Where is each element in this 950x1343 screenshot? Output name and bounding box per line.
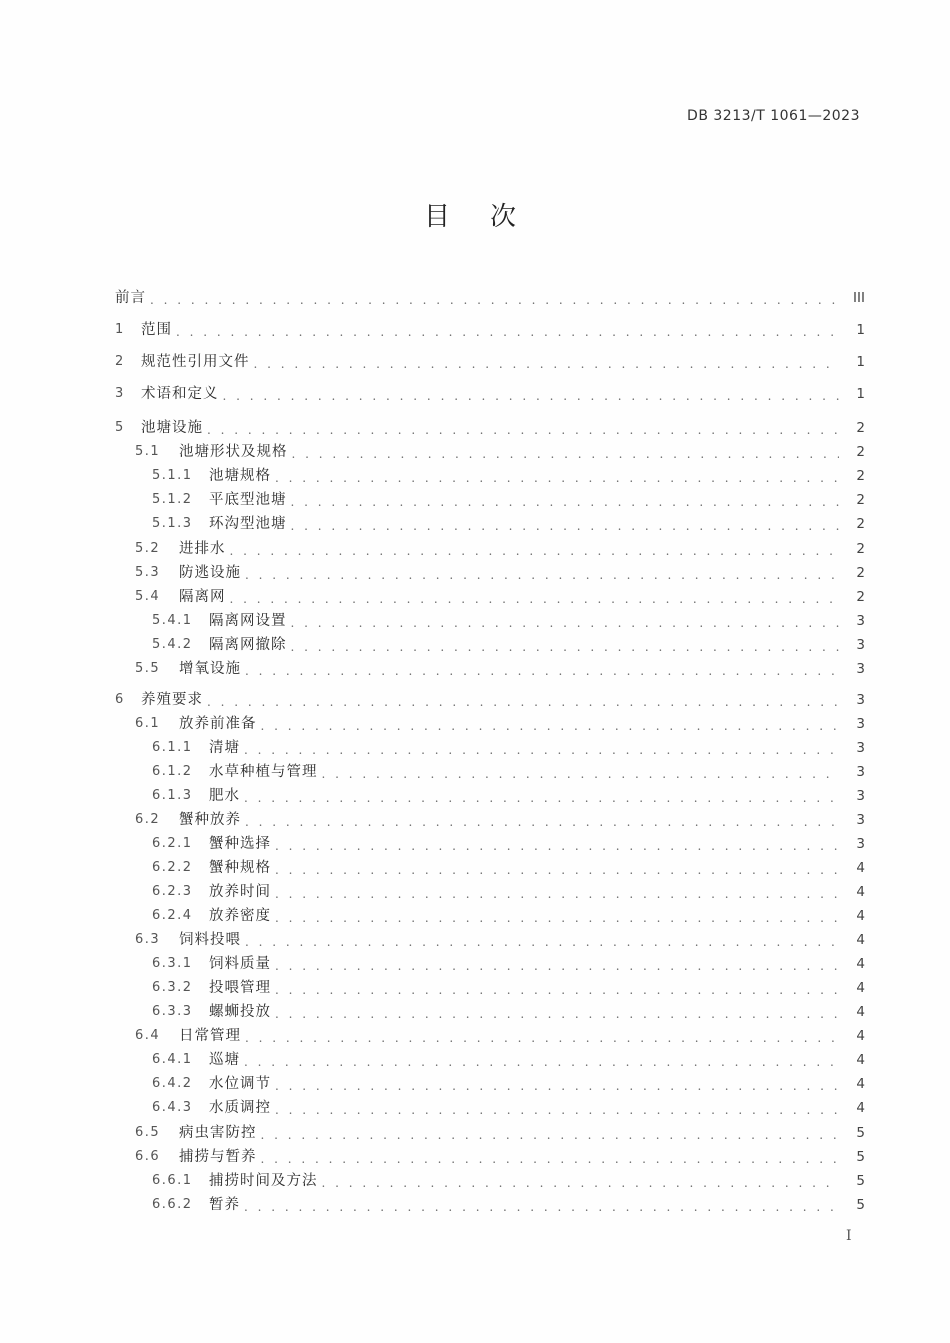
toc-dot-leader: [244, 742, 839, 758]
toc-dot-leader: [245, 1030, 839, 1046]
toc-dot-leader: [150, 292, 839, 308]
toc-entry-number: 1: [115, 322, 125, 337]
toc-entry-number: 6.2.3: [152, 884, 193, 899]
toc-entry-title: 放养密度: [209, 908, 271, 924]
toc-entry-page: 5: [856, 1125, 865, 1141]
toc-entry-page: 4: [856, 1028, 865, 1044]
toc-entry-title: 水质调控: [209, 1100, 271, 1116]
toc-dot-leader: [230, 591, 840, 607]
toc-entry-title: 肥水: [209, 788, 240, 804]
toc-dot-leader: [207, 422, 839, 438]
toc-entry-number: 6.4.1: [152, 1052, 193, 1067]
toc-entry-page: 4: [856, 980, 865, 996]
toc-entry-number: 5.5: [135, 661, 161, 676]
toc-entry-number: 6.4.3: [152, 1100, 193, 1115]
toc-entry-page: 3: [856, 613, 865, 629]
toc-entry-number: 5.4: [135, 589, 161, 604]
toc-entry-title: 蟹种放养: [179, 812, 241, 828]
toc-entry-number: 6.4: [135, 1028, 161, 1043]
toc-entry[interactable]: [115, 318, 865, 340]
toc-entry[interactable]: [115, 760, 865, 782]
toc-entry-number: 5.4.1: [152, 613, 193, 628]
toc-dot-leader: [261, 1127, 840, 1143]
toc-entry-number: 6.1.1: [152, 740, 193, 755]
toc-entry-page: 3: [856, 637, 865, 653]
toc-dot-leader: [244, 790, 839, 806]
toc-entry[interactable]: [115, 585, 865, 607]
toc-dot-leader: [230, 543, 840, 559]
toc-entry-title: 饲料投喂: [179, 932, 241, 948]
toc-dot-leader: [244, 1054, 839, 1070]
toc-entry-title: 池塘规格: [209, 468, 271, 484]
toc-entry[interactable]: [115, 1096, 865, 1118]
toc-entry-page: 3: [856, 740, 865, 756]
toc-dot-leader: [275, 1078, 839, 1094]
toc-entry-title: 巡塘: [209, 1052, 240, 1068]
toc-entry[interactable]: [115, 464, 865, 486]
toc-entry-title: 放养时间: [209, 884, 271, 900]
toc-entry-title: 隔离网设置: [209, 613, 287, 629]
toc-entry-page: 2: [856, 516, 865, 532]
toc-entry-number: 6.2.2: [152, 860, 193, 875]
toc-entry[interactable]: [115, 488, 865, 510]
toc-entry-page: 2: [856, 565, 865, 581]
toc-entry-title: 隔离网撤除: [209, 637, 287, 653]
toc-entry-page: 5: [856, 1197, 865, 1213]
toc-entry-number: 6.6: [135, 1149, 161, 1164]
toc-entry-number: 5.1.2: [152, 492, 193, 507]
toc-entry[interactable]: [115, 633, 865, 655]
toc-entry-number: 6.1.2: [152, 764, 193, 779]
toc-entry-number: 6: [115, 692, 125, 707]
toc-entry-number: 5.1.3: [152, 516, 193, 531]
toc-entry-number: 6.5: [135, 1125, 161, 1140]
toc-entry-number: 3: [115, 386, 125, 401]
toc-entry-number: 6.1.3: [152, 788, 193, 803]
toc-entry[interactable]: [115, 952, 865, 974]
toc-dot-leader: [275, 910, 839, 926]
toc-dot-leader: [254, 356, 840, 372]
toc-entry[interactable]: [115, 512, 865, 534]
toc-entry-page: 5: [856, 1149, 865, 1165]
toc-dot-leader: [245, 934, 839, 950]
toc-entry[interactable]: [115, 832, 865, 854]
page-title: 目次: [423, 202, 556, 232]
toc-entry-page: 1: [856, 354, 865, 370]
toc-entry-page: 3: [856, 836, 865, 852]
toc-entry-number: 6.1: [135, 716, 161, 731]
toc-entry-number: 6.3: [135, 932, 161, 947]
toc-entry-title: 隔离网: [179, 589, 226, 605]
toc-entry[interactable]: [115, 1121, 865, 1143]
toc-entry[interactable]: [115, 688, 865, 710]
toc-entry-page: 2: [856, 444, 865, 460]
toc-entry[interactable]: [115, 1024, 865, 1046]
toc-entry-page: III: [853, 290, 865, 306]
toc-entry-title: 捕捞与暂养: [179, 1149, 257, 1165]
toc-entry[interactable]: [115, 537, 865, 559]
toc-entry-page: 3: [856, 716, 865, 732]
toc-entry-title: 蟹种选择: [209, 836, 271, 852]
toc-entry[interactable]: [115, 784, 865, 806]
toc-entry-number: 6.4.2: [152, 1076, 193, 1091]
toc-entry-title: 放养前准备: [179, 716, 257, 732]
toc-dot-leader: [261, 718, 840, 734]
toc-entry-title: 水草种植与管理: [209, 764, 318, 780]
toc-entry-number: 6.2: [135, 812, 161, 827]
toc-entry-title: 术语和定义: [141, 386, 219, 402]
toc-entry[interactable]: [115, 1145, 865, 1167]
toc-dot-leader: [176, 324, 839, 340]
toc-entry[interactable]: [115, 350, 865, 372]
toc-dot-leader: [291, 639, 840, 655]
toc-entry-title: 池塘设施: [141, 420, 203, 436]
toc-entry-page: 3: [856, 812, 865, 828]
toc-dot-leader: [275, 862, 839, 878]
toc-entry-number: 5: [115, 420, 125, 435]
toc-entry-number: 6.6.1: [152, 1173, 193, 1188]
toc-entry[interactable]: [115, 808, 865, 830]
toc-entry[interactable]: [115, 657, 865, 679]
toc-entry-page: 4: [856, 1004, 865, 1020]
toc-entry-page: 5: [856, 1173, 865, 1189]
toc-entry-page: 3: [856, 692, 865, 708]
toc-entry-page: 3: [856, 764, 865, 780]
toc-entry[interactable]: [115, 1072, 865, 1094]
toc-entry-title: 平底型池塘: [209, 492, 287, 508]
toc-entry-number: 6.3.2: [152, 980, 193, 995]
toc-entry-page: 4: [856, 908, 865, 924]
toc-entry-page: 4: [856, 1052, 865, 1068]
toc-entry-number: 5.3: [135, 565, 161, 580]
toc-dot-leader: [322, 1175, 840, 1191]
toc-entry-title: 清塘: [209, 740, 240, 756]
toc-entry-title: 螺蛳投放: [209, 1004, 271, 1020]
toc-entry-number: 6.2.4: [152, 908, 193, 923]
toc-entry[interactable]: [115, 1048, 865, 1070]
toc-entry-page: 4: [856, 932, 865, 948]
toc-entry-page: 4: [856, 1076, 865, 1092]
toc-entry-page: 2: [856, 541, 865, 557]
toc-entry-page: 2: [856, 589, 865, 605]
document-code: DB 3213/T 1061—2023: [687, 108, 860, 124]
toc-dot-leader: [245, 663, 839, 679]
toc-entry-title: 池塘形状及规格: [179, 444, 288, 460]
toc-entry[interactable]: [115, 904, 865, 926]
toc-entry-number: 6.3.3: [152, 1004, 193, 1019]
toc-dot-leader: [223, 388, 840, 404]
toc-entry-title: 增氧设施: [179, 661, 241, 677]
toc-entry-title: 进排水: [179, 541, 226, 557]
toc-entry[interactable]: [115, 976, 865, 998]
toc-entry[interactable]: [115, 856, 865, 878]
page-number: I: [846, 1228, 852, 1244]
toc-entry-title: 捕捞时间及方法: [209, 1173, 318, 1189]
toc-dot-leader: [275, 470, 839, 486]
toc-entry[interactable]: [115, 382, 865, 404]
toc-entry-page: 3: [856, 788, 865, 804]
toc-dot-leader: [275, 886, 839, 902]
toc-entry-number: 6.6.2: [152, 1197, 193, 1212]
toc-entry-number: 5.1.1: [152, 468, 193, 483]
toc-entry-page: 2: [856, 492, 865, 508]
toc-dot-leader: [322, 766, 840, 782]
toc-entry[interactable]: [115, 736, 865, 758]
toc-entry-number: 6.2.1: [152, 836, 193, 851]
toc-entry-number: 5.1: [135, 444, 161, 459]
toc-entry-title: 饲料质量: [209, 956, 271, 972]
toc-entry-number: 5.2: [135, 541, 161, 556]
toc-entry-page: 3: [856, 661, 865, 677]
toc-entry-page: 2: [856, 468, 865, 484]
toc-entry-title: 病虫害防控: [179, 1125, 257, 1141]
toc-entry-title: 养殖要求: [141, 692, 203, 708]
toc-dot-leader: [275, 1102, 839, 1118]
toc-dot-leader: [275, 982, 839, 998]
toc-entry-title: 环沟型池塘: [209, 516, 287, 532]
toc-entry-title: 日常管理: [179, 1028, 241, 1044]
toc-dot-leader: [275, 1006, 839, 1022]
toc-entry-page: 1: [856, 322, 865, 338]
toc-dot-leader: [275, 958, 839, 974]
toc-entry-number: 6.3.1: [152, 956, 193, 971]
toc-dot-leader: [291, 615, 840, 631]
toc-entry-title: 范围: [141, 322, 172, 338]
toc-entry[interactable]: [115, 1193, 865, 1215]
toc-entry-number: 5.4.2: [152, 637, 193, 652]
toc-entry-title: 水位调节: [209, 1076, 271, 1092]
toc-entry-page: 4: [856, 956, 865, 972]
toc-entry-page: 1: [856, 386, 865, 402]
toc-entry-title: 投喂管理: [209, 980, 271, 996]
toc-entry-page: 4: [856, 884, 865, 900]
toc-entry[interactable]: [115, 1000, 865, 1022]
toc-dot-leader: [245, 567, 839, 583]
toc-entry-page: 2: [856, 420, 865, 436]
toc-entry-page: 4: [856, 860, 865, 876]
toc-entry-number: 2: [115, 354, 125, 369]
toc-dot-leader: [245, 814, 839, 830]
toc-entry-title: 防逃设施: [179, 565, 241, 581]
toc-entry[interactable]: [115, 440, 865, 462]
toc-dot-leader: [292, 446, 840, 462]
toc-entry[interactable]: [115, 928, 865, 950]
toc-entry-title: 蟹种规格: [209, 860, 271, 876]
toc-dot-leader: [261, 1151, 840, 1167]
toc-entry[interactable]: [115, 286, 865, 308]
toc-entry[interactable]: [115, 416, 865, 438]
toc-entry[interactable]: [115, 880, 865, 902]
toc-dot-leader: [291, 518, 840, 534]
toc-entry[interactable]: [115, 561, 865, 583]
toc-dot-leader: [244, 1199, 839, 1215]
toc-dot-leader: [291, 494, 840, 510]
toc-entry-page: 4: [856, 1100, 865, 1116]
toc-entry[interactable]: [115, 1169, 865, 1191]
toc-entry[interactable]: [115, 609, 865, 631]
toc-entry-title: 规范性引用文件: [141, 354, 250, 370]
toc-dot-leader: [275, 838, 839, 854]
toc-dot-leader: [207, 694, 839, 710]
toc-entry-title: 暂养: [209, 1197, 240, 1213]
toc-entry[interactable]: [115, 712, 865, 734]
toc-entry-title: 前言: [115, 290, 146, 306]
